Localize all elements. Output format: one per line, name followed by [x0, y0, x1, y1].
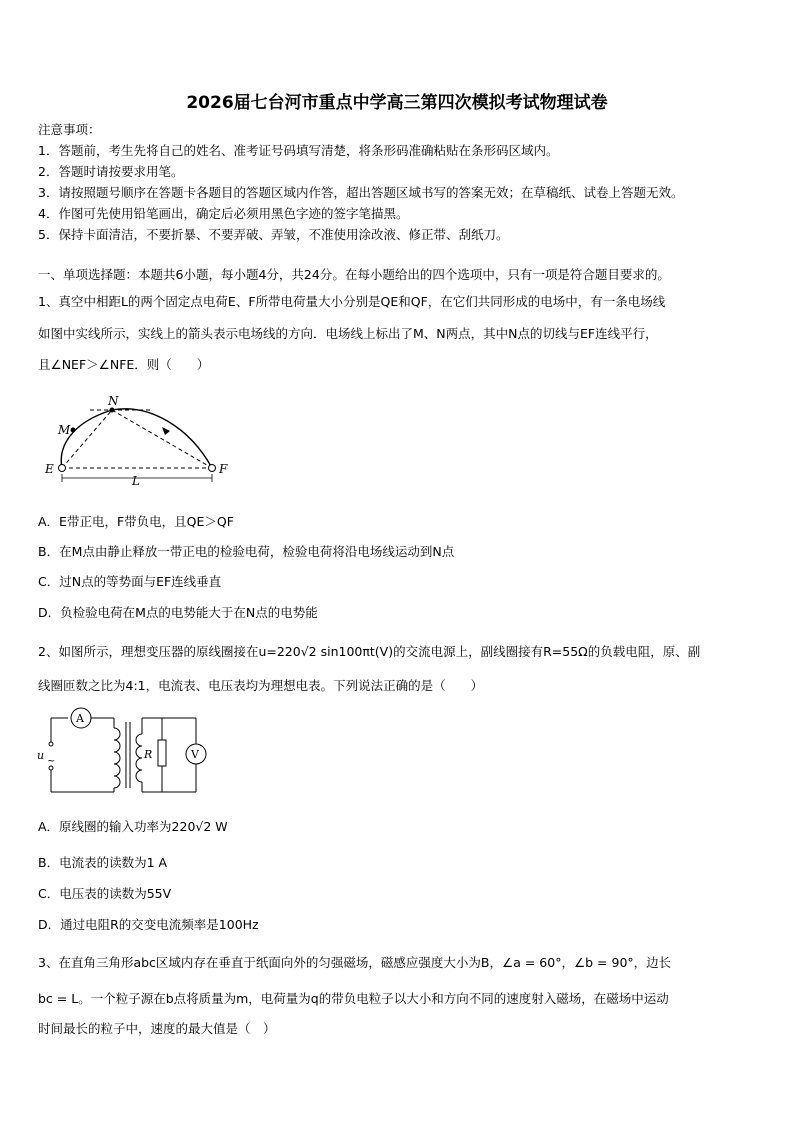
q3-line: 时间最长的粒子中，速度的最大值是（ ） — [38, 1021, 276, 1036]
note-item: 4．作图可先使用铅笔画出，确定后必须用黑色字迹的签字笔描黑。 — [38, 206, 409, 221]
q2-option-d: D．通过电阻R的交变电流频率是100Hz — [38, 917, 259, 932]
q3-line: 3、在直角三角形abc区域内存在垂直于纸面向外的匀强磁场，磁感应强度大小为B，∠a = 60°，∠b = 90°，边长 — [38, 955, 672, 970]
voltmeter-label: V — [191, 748, 199, 761]
ac-symbol: ~ — [47, 756, 56, 767]
q1-line: 1、真空中相距L的两个固定点电荷E、F所带电荷量大小分别是QE和QF，在它们共同形成的电场中，有一条电场线 — [38, 294, 666, 309]
q1-line: 且∠NEF＞∠NFE．则（ ） — [38, 357, 210, 372]
resistor-label: R — [144, 748, 153, 761]
label-e: E — [45, 462, 54, 476]
q2-option-c: C．电压表的读数为55V — [38, 886, 172, 901]
page-title: 2026届七台河市重点中学高三第四次模拟考试物理试卷 — [186, 93, 608, 113]
notes-heading: 注意事项： — [38, 122, 101, 137]
note-item: 5．保持卡面清洁，不要折暴、不要弄破、弄皱，不准使用涂改液、修正带、刮纸刀。 — [38, 227, 509, 242]
q2-line: 线圈匝数之比为4:1，电流表、电压表均为理想电表。下列说法正确的是（ ） — [38, 678, 484, 693]
section-heading: 一、单项选择题：本题共6小题，每小题4分，共24分。在每小题给出的四个选项中，只有一项是符合题目要求的。 — [38, 267, 670, 282]
q1-option-a: A．E带正电，F带负电，且QE＞QF — [38, 514, 234, 529]
note-item: 2．答题时请按要求用笔。 — [38, 164, 184, 179]
q2-line: 2、如图所示，理想变压器的原线圈接在u=220√2 sin100πt(V)的交流电源上，副线圈接有R=55Ω的负载电阻，原、副 — [38, 644, 701, 659]
label-l: L — [132, 474, 140, 488]
q2-option-a: A．原线圈的输入功率为220√2 W — [38, 819, 228, 834]
label-f: F — [219, 462, 228, 476]
source-label: u — [37, 749, 45, 762]
q2-transformer-circuit — [36, 706, 216, 798]
q1-option-b: B．在M点由静止释放一带正电的检验电荷，检验电荷将沿电场线运动到N点 — [38, 544, 455, 559]
note-item: 3．请按照题号顺序在答题卡各题目的答题区域内作答，超出答题区域书写的答案无效；在草稿纸、试卷上答题无效。 — [38, 185, 684, 200]
q1-line: 如图中实线所示，实线上的箭头表示电场线的方向．电场线上标出了M、N两点，其中N点的切线与EF连线平行， — [38, 326, 658, 341]
q1-field-line-figure — [40, 388, 240, 488]
q1-option-c: C．过N点的等势面与EF连线垂直 — [38, 574, 222, 589]
q1-option-d: D．负检验电荷在M点的电势能大于在N点的电势能 — [38, 605, 318, 620]
label-n: N — [108, 394, 119, 408]
q3-line: bc = L。一个粒子源在b点将质量为m，电荷量为q的带负电粒子以大小和方向不同的速度射入磁场，在磁场中运动 — [38, 991, 669, 1006]
q2-option-b: B．电流表的读数为1 A — [38, 855, 168, 870]
ammeter-label: A — [76, 712, 84, 725]
note-item: 1．答题前，考生先将自己的姓名、准考证号码填写清楚，将条形码准确粘贴在条形码区域内。 — [38, 143, 559, 158]
label-m: M — [58, 423, 71, 437]
